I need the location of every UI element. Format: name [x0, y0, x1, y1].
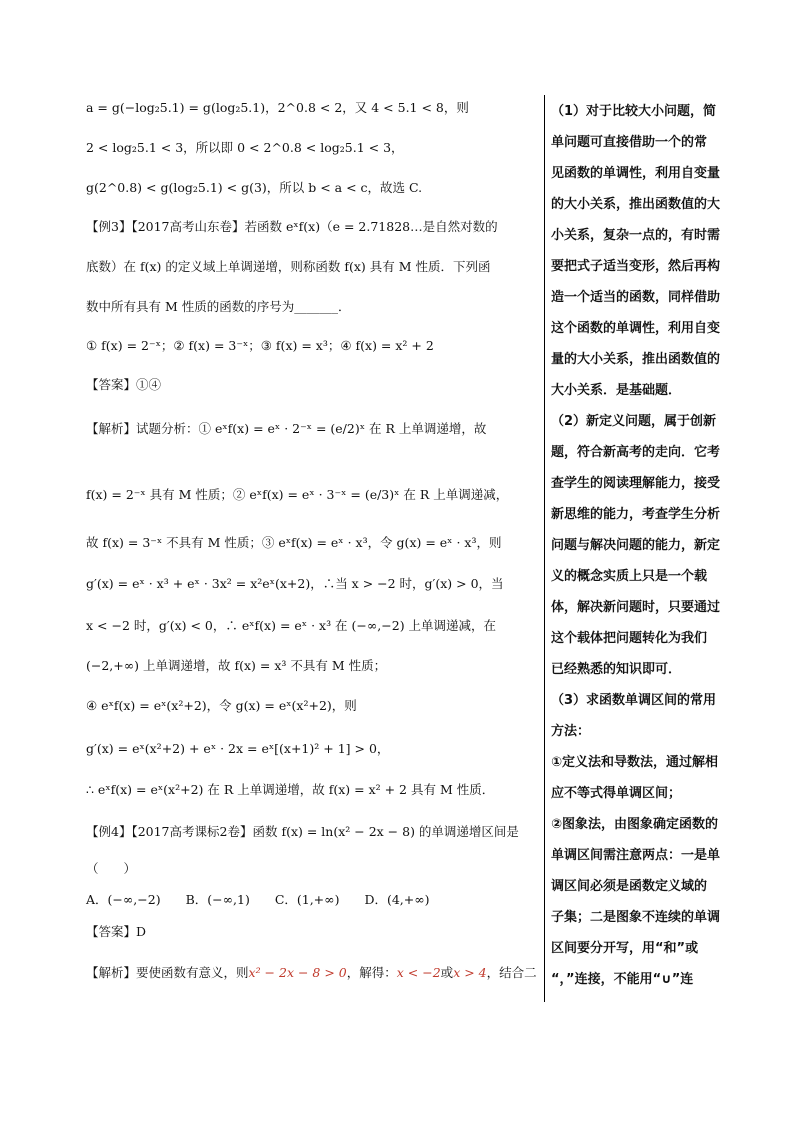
main-line: 故 f(x) = 3⁻ˣ 不具有 M 性质；③ eˣf(x) = eˣ · x³，令 g(x) = eˣ · x³，则	[86, 535, 502, 550]
side-note-line: ②图象法，由图象确定函数的	[551, 817, 719, 832]
main-line: 【例3】【2017高考山东卷】若函数 eˣf(x)（e = 2.71828…是自然对数的	[86, 219, 498, 234]
main-line: g′(x) = eˣ · x³ + eˣ · 3x² = x²eˣ(x+2)，∴当 x > −2 时，g′(x) > 0，当	[86, 576, 504, 591]
main-line: f(x) = 2⁻ˣ 具有 M 性质；② eˣf(x) = eˣ · 3⁻ˣ = (e/3)ˣ 在 R 上单调递减，	[86, 487, 509, 502]
main-line: ∴ eˣf(x) = eˣ(x²+2) 在 R 上单调递增，故 f(x) = x² + 2 具有 M 性质．	[86, 782, 495, 797]
side-note-line: 区间要分开写，用“和”或	[551, 941, 699, 956]
side-note-line: 单调区间需注意两点：一是单	[551, 848, 721, 863]
main-line: g(2^0.8) < g(log₂5.1) < g(3)，所以 b < a < c，故选 C.	[86, 180, 423, 195]
last-line-cond: x² − 2x − 8 > 0	[248, 965, 347, 980]
side-note-line: 应不等式得单调区间；	[551, 786, 682, 801]
column-divider	[544, 95, 545, 1002]
main-line: ④ eˣf(x) = eˣ(x²+2)，令 g(x) = eˣ(x²+2)，则	[86, 698, 357, 713]
side-note-line: 题，符合新高考的走向．它考	[551, 445, 721, 460]
side-note-line: 见函数的单调性，利用自变量	[551, 166, 721, 181]
side-note-line: 要把式子适当变形，然后再构	[551, 259, 721, 274]
side-note-line: （2）新定义问题，属于创新	[551, 414, 717, 429]
side-note-line: 的大小关系，推出函数值的大	[551, 197, 721, 212]
main-line: 【答案】①④	[86, 377, 162, 392]
main-line: 2 < log₂5.1 < 3，所以即 0 < 2^0.8 < log₂5.1 < 3，	[86, 140, 404, 155]
side-note-line: 方法：	[551, 724, 591, 739]
last-line-suffix: ，结合二	[486, 965, 537, 980]
side-note-line: 问题与解决问题的能力，新定	[551, 538, 721, 553]
side-note-line: 已经熟悉的知识即可．	[551, 662, 682, 677]
side-note-line: 小关系，复杂一点的，有时需	[551, 228, 721, 243]
main-line: a = g(−log₂5.1) = g(log₂5.1)，2^0.8 < 2，又 4 < 5.1 < 8，则	[86, 100, 469, 115]
last-line-sol2: x > 4	[453, 965, 487, 980]
side-note-line: 体，解决新问题时，只要通过	[551, 600, 721, 615]
main-line: (−2,+∞) 上单调递增，故 f(x) = x³ 不具有 M 性质；	[86, 658, 387, 673]
main-line: A．(−∞,−2) B．(−∞,1) C．(1,+∞) D．(4,+∞)	[86, 892, 430, 907]
main-line: （ ）	[86, 861, 137, 876]
side-note-line: 这个函数的单调性，利用自变	[551, 321, 721, 336]
side-note-line: 单问题可直接借助一个的常	[551, 135, 708, 150]
last-line-mid: ，解得：	[346, 965, 397, 980]
side-note-line: （3）求函数单调区间的常用	[551, 693, 717, 708]
last-line-prefix: 【解析】要使函数有意义，则	[86, 965, 249, 980]
main-line: 数中所有具有 M 性质的函数的序号为_______．	[86, 299, 351, 314]
side-note-line: 义的概念实质上只是一个载	[551, 569, 708, 584]
side-note-line: 查学生的阅读理解能力，接受	[551, 476, 721, 491]
side-note-line: 子集；二是图象不连续的单调	[551, 910, 721, 925]
main-line: 底数）在 f(x) 的定义域上单调递增，则称函数 f(x) 具有 M 性质．下列函	[86, 259, 491, 274]
side-note-line: 这个载体把问题转化为我们	[551, 631, 708, 646]
last-line-sol1: x < −2	[396, 965, 441, 980]
side-note-line: “，”连接，不能用“∪”连	[551, 972, 694, 987]
main-line: 【答案】D	[86, 924, 147, 939]
main-line: 【例4】【2017高考课标2卷】函数 f(x) = ln(x² − 2x − 8) 的单调递增区间是	[86, 824, 519, 839]
side-note-line: 新思维的能力，考查学生分析	[551, 507, 721, 522]
side-note-line: 造一个适当的函数，同样借助	[551, 290, 721, 305]
side-note-line: 调区间必须是函数定义域的	[551, 879, 708, 894]
side-note-line: （1）对于比较大小问题，简	[551, 104, 717, 119]
main-line: ① f(x) = 2⁻ˣ；② f(x) = 3⁻ˣ；③ f(x) = x³；④ f(x) = x² + 2	[86, 338, 434, 353]
side-note-line: 量的大小关系，推出函数值的	[551, 352, 721, 367]
last-line-or: 或	[440, 965, 454, 980]
side-note-line: ①定义法和导数法，通过解相	[551, 755, 719, 770]
sidebar-notes	[551, 96, 737, 995]
main-line-last	[86, 962, 537, 984]
side-note-line: 大小关系．是基础题．	[551, 383, 682, 398]
main-line: 【解析】试题分析：① eˣf(x) = eˣ · 2⁻ˣ = (e/2)ˣ 在 R 上单调递增，故	[86, 421, 487, 436]
main-line: x < −2 时，g′(x) < 0，∴ eˣf(x) = eˣ · x³ 在 (−∞,−2) 上单调递减，在	[86, 618, 497, 633]
main-line: g′(x) = eˣ(x²+2) + eˣ · 2x = eˣ[(x+1)² + 1] > 0，	[86, 741, 390, 756]
